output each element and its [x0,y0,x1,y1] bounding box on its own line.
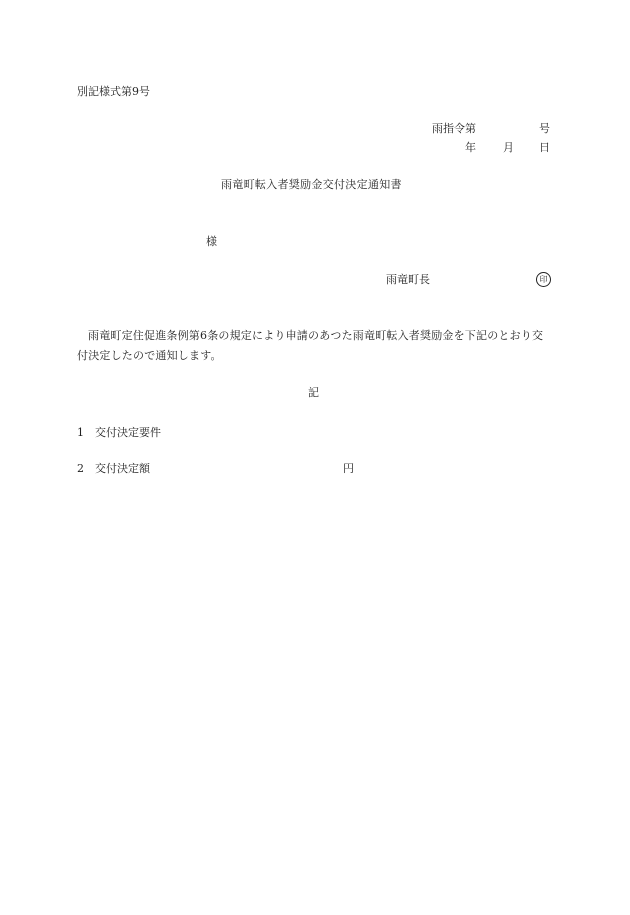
item-amount [77,462,150,476]
issuer-line [386,272,551,288]
item-number: 1 [77,426,84,439]
date-day-label: 日 [539,141,550,154]
seal-mark: 印 [536,272,551,287]
document-number-suffix: 号 [539,122,550,135]
item-requirements [77,426,161,440]
notice-body: 雨竜町定住促進条例第6条の規定により申請のあつた雨竜町転入者奨励金を下記のとおり交付決定したので通知します。 [77,329,544,362]
item-label: 交付決定要件 [95,426,161,439]
date-month-label: 月 [503,141,514,154]
form-number: 別記様式第9号 [77,85,150,98]
amount-unit: 円 [343,462,354,475]
issuer-name: 雨竜町長 [386,273,430,286]
document-title: 雨竜町転入者奨励金交付決定通知書 [221,178,402,191]
item-label: 交付決定額 [95,462,150,475]
addressee-suffix: 様 [206,235,217,248]
date-year-label: 年 [465,141,476,154]
ki-heading: 記 [308,386,319,399]
item-number: 2 [77,462,84,475]
document-number-prefix: 雨指令第 [432,122,476,135]
